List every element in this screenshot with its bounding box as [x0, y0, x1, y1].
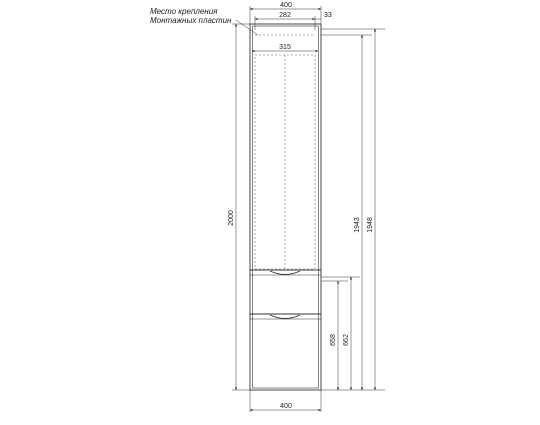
dim-bottom-width-label: 400: [280, 403, 292, 410]
drawer-upper: [250, 270, 321, 275]
drawer-lower-handle: [270, 315, 300, 319]
dim-top-width-label: 400: [280, 2, 292, 9]
dim-drawer-a-label: 658: [330, 334, 337, 346]
cabinet-outline: [250, 24, 321, 390]
dim-height-b-label: 1948: [367, 217, 374, 233]
dim-side-offset: [315, 12, 332, 19]
dim-plate-width: [252, 44, 318, 51]
dim-total-height-label: 2000: [228, 210, 235, 226]
drawer-upper-handle: [270, 271, 300, 275]
dim-inner-width: [255, 12, 315, 30]
cabinet-inner-edge: [253, 26, 319, 388]
dim-total-height: [228, 24, 250, 390]
dim-bottom-width: [250, 390, 321, 412]
mounting-note-leader: [236, 20, 258, 35]
mounting-note: [150, 7, 258, 35]
dim-side-offset-label: 33: [324, 12, 332, 19]
dim-height-a-label: 1943: [354, 217, 361, 233]
mounting-note-line2: Монтажных пластин: [150, 16, 232, 25]
drawer-lower: [250, 314, 321, 319]
upper-door: [255, 55, 315, 269]
cabinet-body: [250, 24, 321, 390]
mounting-note-line1: Место крепления: [150, 7, 218, 16]
dim-drawer-b-label: 662: [343, 334, 350, 346]
dim-inner-width-label: 282: [279, 12, 291, 19]
dim-plate-width-label: 315: [279, 44, 291, 51]
dim-drawer-b: [321, 277, 360, 390]
